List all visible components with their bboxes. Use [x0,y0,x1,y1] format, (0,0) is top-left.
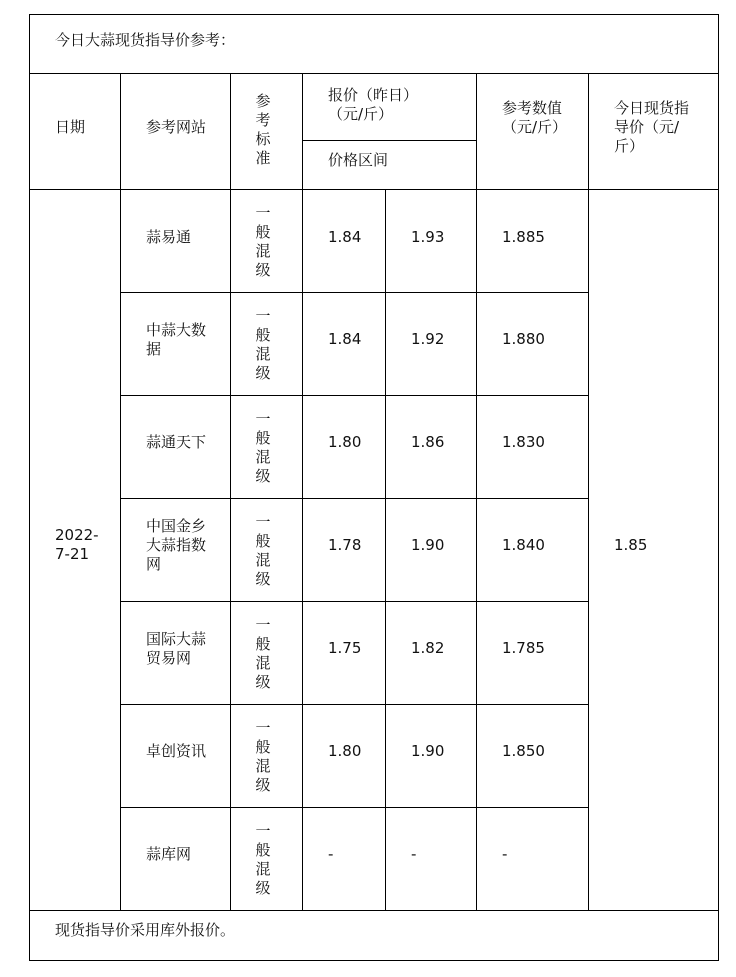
header-spot-price: 今日现货指导价（元/斤） [614,99,690,155]
spot-price-value: 1.85 [614,536,648,554]
date-cell: 2022-7-21 [55,526,99,563]
table-title: 今日大蒜现货指导价参考： [55,31,236,49]
price-high: 1.92 [411,330,445,348]
price-high: - [411,845,417,863]
ref-value: 1.850 [502,742,545,760]
ref-value: 1.785 [502,639,545,657]
site-name: 国际大蒜贸易网 [146,630,207,667]
header-standard: 参考标准 [255,92,271,167]
divider [302,73,303,910]
divider [121,395,588,396]
divider [29,73,719,74]
price-low: 1.78 [328,536,362,554]
divider [121,498,588,499]
divider [121,601,588,602]
header-quote: 报价（昨日）（元/斤） [328,86,419,123]
price-low: 1.84 [328,228,362,246]
standard-cell: 一般混级 [255,822,271,897]
divider [476,73,477,910]
standard-cell: 一般混级 [255,410,271,485]
price-low: 1.80 [328,742,362,760]
site-name: 中蒜大数据 [146,321,207,358]
site-name: 蒜库网 [146,845,192,863]
divider [230,73,231,910]
site-name: 蒜通天下 [146,433,207,451]
site-name: 卓创资讯 [146,742,207,760]
header-date: 日期 [55,118,86,136]
header-site: 参考网站 [146,118,207,136]
site-name: 中国金乡大蒜指数网 [146,517,207,573]
site-name: 蒜易通 [146,228,192,246]
price-low: - [328,845,334,863]
standard-cell: 一般混级 [255,204,271,279]
standard-cell: 一般混级 [255,616,271,691]
price-low: 1.80 [328,433,362,451]
divider [120,73,121,910]
divider [29,189,719,190]
divider [121,292,588,293]
price-high: 1.86 [411,433,445,451]
ref-value: 1.880 [502,330,545,348]
standard-cell: 一般混级 [255,513,271,588]
header-range: 价格区间 [328,151,389,169]
divider [29,910,719,911]
price-low: 1.84 [328,330,362,348]
divider [385,189,386,910]
divider [302,140,476,141]
divider [121,704,588,705]
ref-value: - [502,845,508,863]
price-high: 1.90 [411,742,445,760]
footnote: 现货指导价采用库外报价。 [55,921,236,939]
divider [588,73,589,910]
price-high: 1.93 [411,228,445,246]
price-high: 1.82 [411,639,445,657]
price-low: 1.75 [328,639,362,657]
standard-cell: 一般混级 [255,307,271,382]
standard-cell: 一般混级 [255,719,271,794]
price-high: 1.90 [411,536,445,554]
ref-value: 1.840 [502,536,545,554]
ref-value: 1.885 [502,228,545,246]
divider [121,807,588,808]
ref-value: 1.830 [502,433,545,451]
header-ref-value: 参考数值（元/斤） [502,99,568,136]
